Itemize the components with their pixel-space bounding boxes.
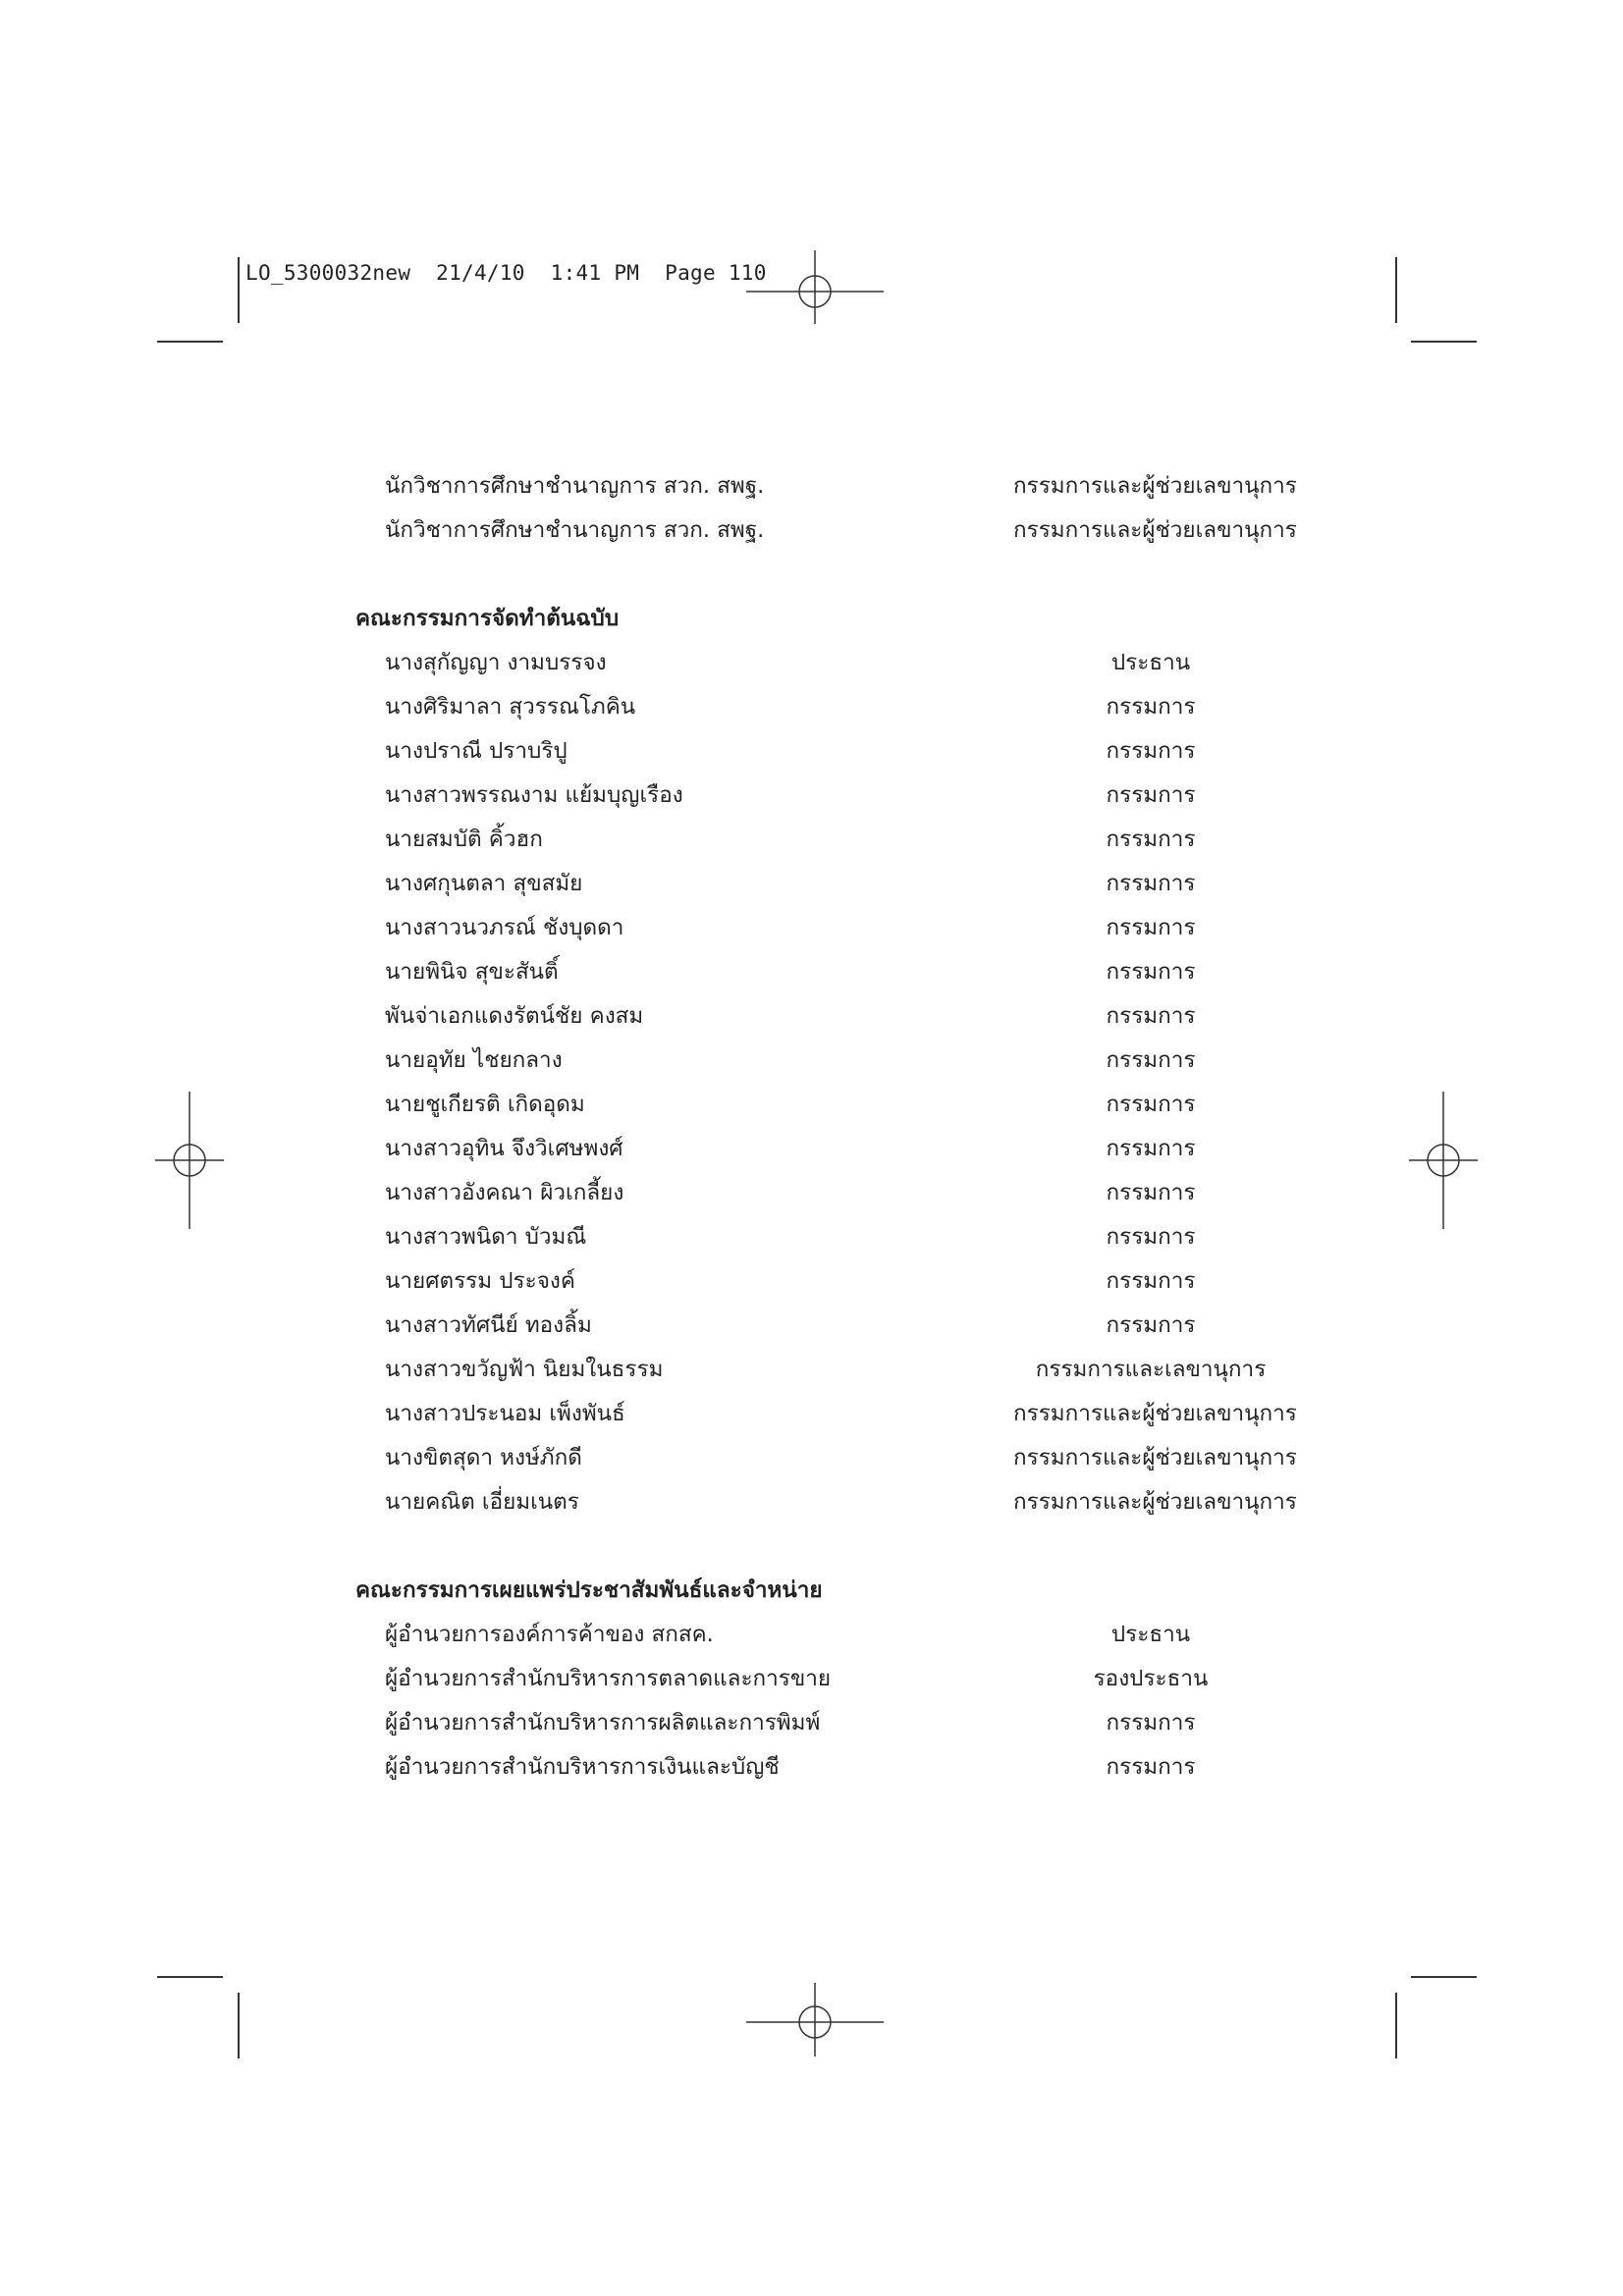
member-role: กรรมการ	[1106, 782, 1196, 808]
member-name: นายอุทัย ไชยกลาง	[385, 1047, 563, 1073]
list-item	[355, 508, 1297, 553]
crop-mark	[1395, 1993, 1397, 2058]
member-role: ประธาน	[1110, 1622, 1191, 1647]
print-slug: LO_5300032new 21/4/10 1:41 PM Page 110	[245, 261, 767, 285]
member-name: นางขิตสุดา หงษ์ภักดี	[385, 1445, 582, 1470]
member-name: นายคณิต เอี่ยมเนตร	[385, 1489, 579, 1515]
member-role: กรรมการ	[1106, 827, 1196, 852]
list-item	[355, 1701, 1288, 1745]
member-name: นางศกุนตลา สุขสมัย	[385, 871, 583, 896]
member-name: ผู้อำนวยการสำนักบริหารการตลาดและการขาย	[385, 1666, 832, 1691]
list-item	[355, 906, 1288, 950]
member-name: นางสาวทัศนีย์ ทองลิ้ม	[385, 1312, 592, 1338]
list-item	[355, 1304, 1288, 1348]
list-item	[355, 1480, 1297, 1524]
list-item	[355, 1215, 1288, 1259]
member-name: นักวิชาการศึกษาชำนาญการ สวก. สพฐ.	[385, 517, 765, 543]
member-name: นักวิชาการศึกษาชำนาญการ สวก. สพฐ.	[385, 473, 765, 499]
crop-mark	[157, 341, 223, 343]
member-name: นางศิริมาลา สุวรรณโภคิน	[385, 694, 636, 720]
crop-mark	[238, 257, 240, 323]
crop-mark	[238, 1993, 240, 2058]
crop-mark	[157, 1976, 223, 1978]
member-role: กรรมการและเลขานุการ	[1035, 1357, 1267, 1382]
list-item	[355, 1259, 1288, 1304]
list-item	[355, 1613, 1288, 1657]
member-name: นางปราณี ปราบริปู	[385, 738, 568, 764]
crop-mark	[1411, 341, 1477, 343]
list-item	[355, 641, 1288, 685]
member-role: กรรมการ	[1106, 1180, 1196, 1205]
list-item	[355, 1171, 1288, 1215]
member-role: กรรมการและผู้ช่วยเลขานุการ	[1013, 1401, 1297, 1426]
member-name: ผู้อำนวยการองค์การค้าของ สกสค.	[385, 1622, 714, 1647]
member-role: กรรมการ	[1106, 1710, 1196, 1735]
list-item	[355, 464, 1297, 508]
list-item	[355, 1745, 1288, 1789]
member-role: กรรมการ	[1106, 1268, 1196, 1294]
member-name: นางสาวนวภรณ์ ชังบุดดา	[385, 915, 624, 940]
member-role: ประธาน	[1110, 650, 1191, 675]
list-item	[355, 1436, 1297, 1480]
list-item	[355, 862, 1288, 906]
member-name: นางสาวพรรณงาม แย้มบุญเรือง	[385, 782, 683, 808]
section-heading: คณะกรรมการจัดทำต้นฉบับ	[355, 606, 620, 631]
list-item	[355, 685, 1288, 729]
registration-mark-icon	[746, 245, 884, 324]
member-role: กรรมการและผู้ช่วยเลขานุการ	[1013, 473, 1297, 499]
member-name: นางสาวอุทิน จึงวิเศษพงศ์	[385, 1136, 623, 1161]
member-name: ผู้อำนวยการสำนักบริหารการเงินและบัญชี	[385, 1754, 780, 1780]
list-item	[355, 1348, 1288, 1392]
member-role: กรรมการและผู้ช่วยเลขานุการ	[1013, 517, 1297, 543]
list-item	[355, 1392, 1297, 1436]
list-item	[355, 818, 1288, 862]
member-role: กรรมการ	[1106, 871, 1196, 896]
list-item	[355, 1127, 1288, 1171]
list-item	[355, 1657, 1288, 1701]
member-name: นางสุกัญญา งามบรรจง	[385, 650, 607, 675]
member-name: นายชูเกียรติ เกิดอุดม	[385, 1092, 585, 1117]
list-item	[355, 774, 1288, 818]
member-name: นางสาวอังคณา ผิวเกลี้ยง	[385, 1180, 624, 1205]
committee-list	[355, 464, 1297, 1789]
member-role: กรรมการ	[1106, 1003, 1196, 1029]
list-item	[355, 1083, 1288, 1127]
member-name: นายพินิจ สุขะสันติ์	[385, 959, 559, 985]
list-item	[355, 1039, 1288, 1083]
member-name: นางสาวประนอม เพ็งพันธ์	[385, 1401, 625, 1426]
member-name: นายศตรรม ประจงค์	[385, 1268, 575, 1294]
member-role: กรรมการ	[1106, 1224, 1196, 1250]
member-role: กรรมการ	[1106, 915, 1196, 940]
member-role: กรรมการและผู้ช่วยเลขานุการ	[1013, 1445, 1297, 1470]
member-role: กรรมการ	[1106, 959, 1196, 985]
member-role: กรรมการ	[1106, 1312, 1196, 1338]
crop-mark	[1411, 1976, 1477, 1978]
list-item	[355, 729, 1288, 774]
member-role: กรรมการ	[1106, 738, 1196, 764]
member-name: พันจ่าเอกแดงรัตน์ชัย คงสม	[385, 1003, 644, 1029]
registration-mark-icon	[155, 1092, 224, 1229]
registration-mark-icon	[746, 1983, 884, 2061]
member-role: กรรมการ	[1106, 694, 1196, 720]
member-name: นางสาวพนิดา บัวมณี	[385, 1224, 587, 1250]
member-role: รองประธาน	[1093, 1666, 1209, 1691]
member-role: กรรมการ	[1106, 1754, 1196, 1780]
crop-mark	[1395, 257, 1397, 323]
member-name: นายสมบัติ คิ้วฮก	[385, 827, 543, 852]
list-item	[355, 994, 1288, 1039]
member-role: กรรมการและผู้ช่วยเลขานุการ	[1013, 1489, 1297, 1515]
member-role: กรรมการ	[1106, 1136, 1196, 1161]
member-role: กรรมการ	[1106, 1047, 1196, 1073]
section-heading: คณะกรรมการเผยแพร่ประชาสัมพันธ์และจำหน่าย	[355, 1577, 823, 1603]
member-name: นางสาวขวัญฟ้า นิยมในธรรม	[385, 1357, 664, 1382]
member-role: กรรมการ	[1106, 1092, 1196, 1117]
member-name: ผู้อำนวยการสำนักบริหารการผลิตและการพิมพ์	[385, 1710, 821, 1735]
registration-mark-icon	[1409, 1092, 1478, 1229]
list-item	[355, 950, 1288, 994]
